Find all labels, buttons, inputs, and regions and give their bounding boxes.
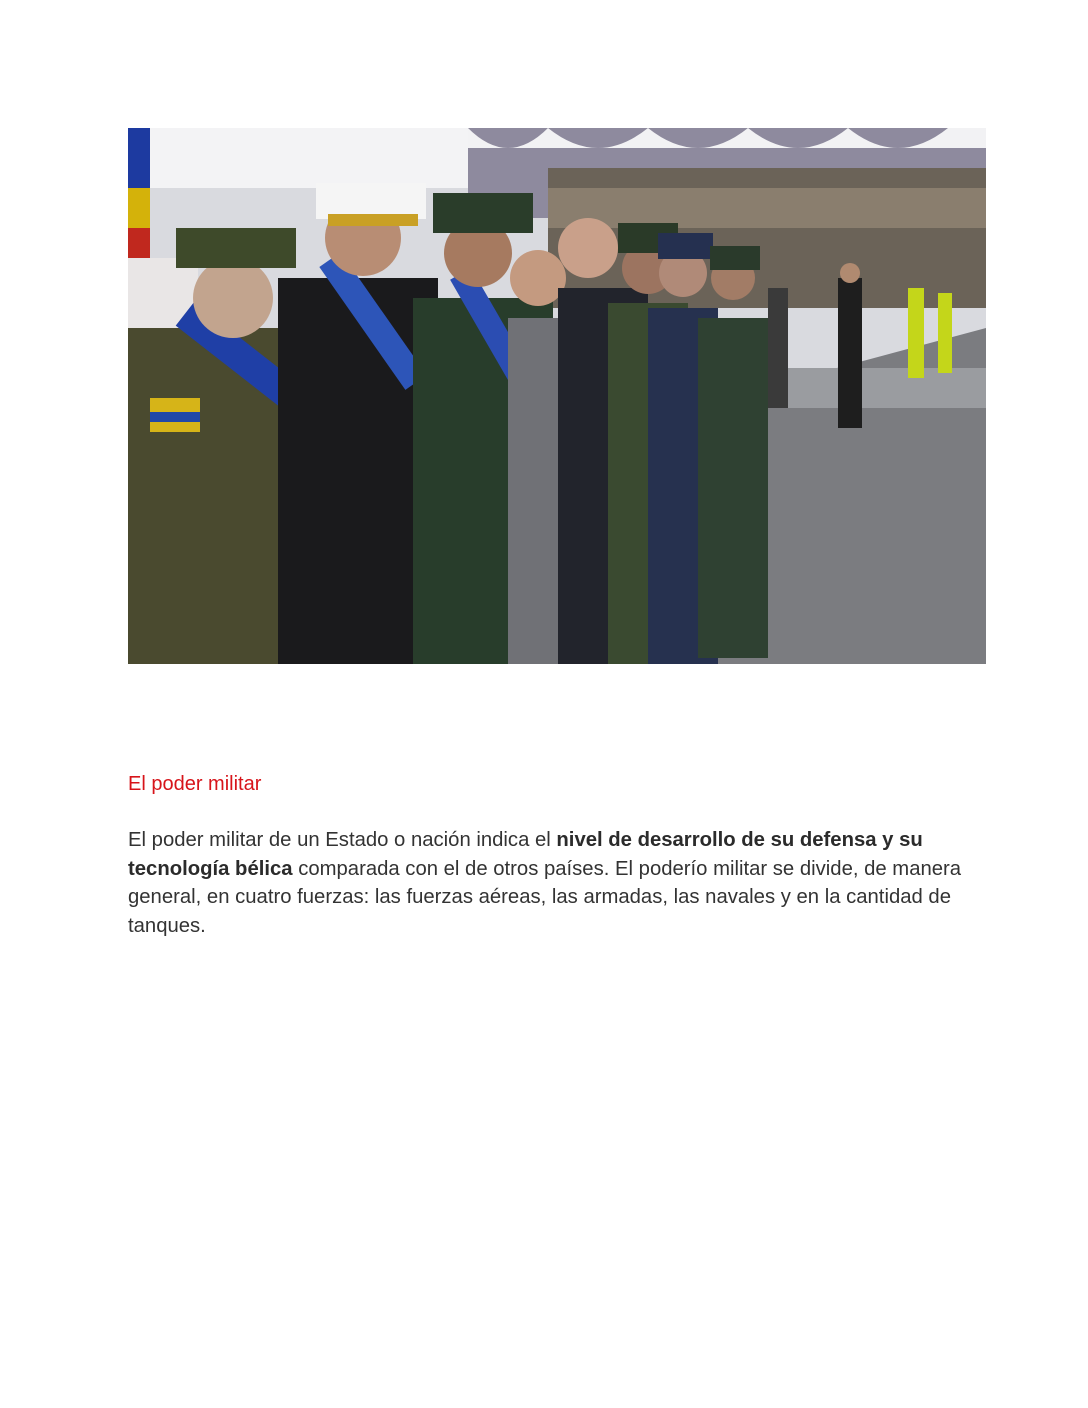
article-photo <box>128 128 986 664</box>
paragraph-text-start: El poder militar de un Estado o nación indica el <box>128 829 557 851</box>
paragraph-bold-text: nivel de desarrollo de su defensa y su tecnología bélica <box>128 829 923 880</box>
body-paragraph <box>128 826 968 940</box>
paragraph-text-end: comparada con el de otros países. El poderío militar se divide, de manera general, en cuatro fuerzas: las fuerzas aéreas, las armadas, las navales y en la cantidad de tanques. <box>128 857 962 937</box>
section-heading: El poder militar <box>128 773 262 795</box>
